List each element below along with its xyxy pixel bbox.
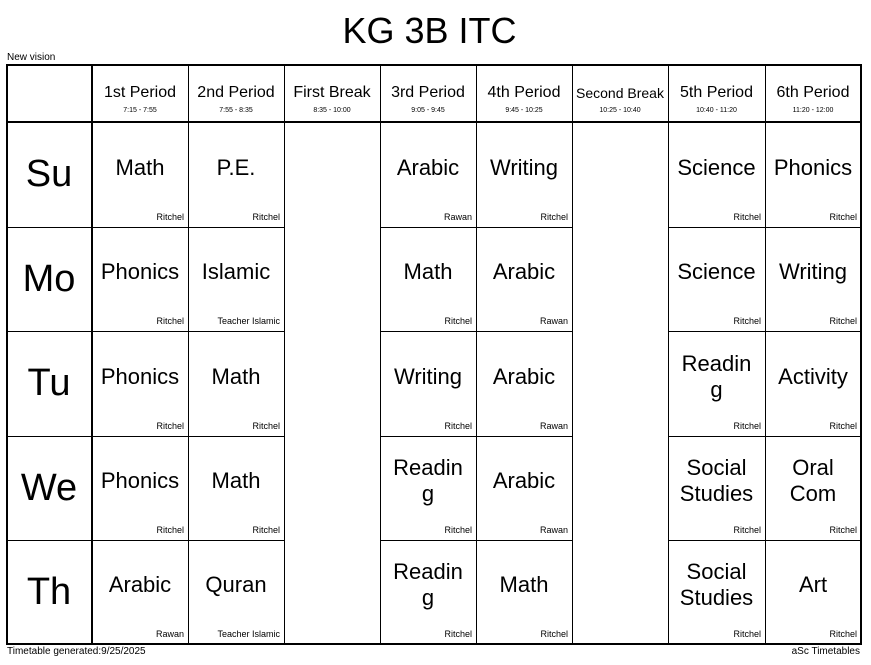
lesson-teacher: Ritchel [733,421,761,431]
lesson-cell [380,227,476,331]
lesson-teacher: Ritchel [252,212,280,222]
column-divider [284,64,285,644]
lesson-cell [380,436,476,540]
period-header [188,84,284,120]
lesson-subject: Math [499,572,549,597]
lesson-subject: Islamic [201,259,271,284]
period-header [380,84,476,120]
lesson-subject: Social Studies [679,559,754,610]
lesson-subject: Math [211,363,261,389]
lesson-subject: Science [677,259,756,284]
lesson-cell [668,540,765,644]
lesson-teacher: Ritchel [444,629,472,639]
lesson-teacher: Ritchel [444,316,472,326]
lesson-teacher: Ritchel [829,629,857,639]
lesson-subject: Writing [778,259,848,284]
period-time: 7:55 - 8:35 [219,107,253,114]
period-time: 8:35 - 10:00 [313,107,351,114]
timetable-grid [6,64,862,645]
lesson-cell [380,540,476,644]
lesson-teacher: Ritchel [733,629,761,639]
lesson-cell [380,331,476,436]
lesson-subject: Math [211,468,261,493]
lesson-cell [668,436,765,540]
period-time: 10:25 - 10:40 [599,107,641,114]
lesson-subject: P.E. [216,154,256,180]
lesson-subject: Math [115,154,165,180]
lesson-teacher: Ritchel [156,421,184,431]
lesson-teacher: Ritchel [829,212,857,222]
period-time: 9:45 - 10:25 [505,107,543,114]
lesson-cell [668,331,765,436]
lesson-teacher: Rawan [155,629,184,639]
lesson-subject: Science [677,154,756,180]
lesson-teacher: Ritchel [733,316,761,326]
generated-date: Timetable generated:9/25/2025 [7,646,146,657]
lesson-subject: Arabic [108,572,172,597]
lesson-cell [188,227,284,331]
lesson-cell [92,227,188,331]
period-name: Second Break [576,85,664,101]
lesson-subject: Phonics [100,363,180,389]
period-header [572,84,668,120]
lesson-cell [765,540,861,644]
lesson-teacher: Rawan [539,525,568,535]
lesson-subject: Arabic [492,468,556,493]
lesson-cell [668,122,765,227]
day-label: Mo [22,257,76,300]
lesson-teacher: Ritchel [733,525,761,535]
day-label: Tu [27,362,71,404]
period-name: 6th Period [776,84,850,101]
lesson-cell [92,436,188,540]
period-header [668,84,765,120]
lesson-cell [765,436,861,540]
lesson-cell [92,122,188,227]
lesson-teacher: Rawan [539,316,568,326]
period-name: 4th Period [487,84,561,101]
lesson-cell [188,331,284,436]
period-name: 5th Period [680,84,753,101]
lesson-subject: Phonics [100,468,180,493]
lesson-subject: Quran [205,572,267,597]
lesson-teacher: Teacher Islamic [217,629,280,639]
lesson-teacher: Rawan [443,212,472,222]
lesson-cell [765,331,861,436]
day-label: Su [25,153,73,195]
lesson-teacher: Ritchel [156,212,184,222]
lesson-subject: Readin g [393,455,463,506]
lesson-cell [476,331,572,436]
lesson-cell [188,436,284,540]
lesson-subject: Phonics [100,259,180,284]
lesson-subject: Social Studies [679,455,754,506]
period-time: 10:40 - 11:20 [696,107,737,114]
lesson-teacher: Ritchel [156,525,184,535]
lesson-cell [188,122,284,227]
column-divider [572,64,573,644]
lesson-subject: Readin g [393,559,463,610]
period-header [765,84,861,120]
lesson-cell [476,122,572,227]
period-header [92,84,188,120]
lesson-teacher: Ritchel [540,629,568,639]
lesson-teacher: Ritchel [444,525,472,535]
lesson-teacher: Teacher Islamic [217,316,280,326]
lesson-cell [476,540,572,644]
lesson-subject: Writing [489,154,559,180]
period-name: 3rd Period [391,84,465,101]
lesson-subject: Arabic [492,363,556,389]
lesson-subject: Phonics [773,154,853,180]
lesson-subject: Math [403,259,453,284]
period-header [476,84,572,120]
lesson-teacher: Ritchel [444,421,472,431]
lesson-subject: Art [798,572,828,597]
lesson-cell [765,122,861,227]
period-time: 9:05 - 9:45 [411,107,445,114]
lesson-cell [380,122,476,227]
lesson-subject: Activity [778,363,848,389]
period-time: 7:15 - 7:55 [123,107,157,114]
lesson-teacher: Ritchel [829,525,857,535]
day-label: We [20,466,78,509]
lesson-cell [476,436,572,540]
period-name: 1st Period [103,84,177,101]
lesson-cell [765,227,861,331]
page-title: KG 3B ITC [342,10,517,51]
lesson-teacher: Ritchel [829,316,857,326]
lesson-teacher: Rawan [539,421,568,431]
lesson-teacher: Ritchel [252,525,280,535]
lesson-cell [92,540,188,644]
lesson-subject: Writing [393,363,463,389]
lesson-teacher: Ritchel [540,212,568,222]
period-time: 11:20 - 12:00 [792,107,834,114]
period-header [284,84,380,120]
lesson-cell [188,540,284,644]
day-label: Th [26,570,72,613]
school-name: New vision [7,52,56,63]
period-name: 2nd Period [197,84,275,101]
lesson-subject: Arabic [492,259,556,284]
lesson-cell [476,227,572,331]
software-brand: aSc Timetables [791,646,860,657]
lesson-teacher: Ritchel [829,421,857,431]
lesson-teacher: Ritchel [733,212,761,222]
lesson-subject: Arabic [396,154,460,180]
lesson-subject: Readin g [681,350,752,402]
lesson-teacher: Ritchel [156,316,184,326]
period-name: First Break [293,84,371,101]
lesson-subject: Oral Com [789,455,837,506]
lesson-teacher: Ritchel [252,421,280,431]
lesson-cell [668,227,765,331]
lesson-cell [92,331,188,436]
